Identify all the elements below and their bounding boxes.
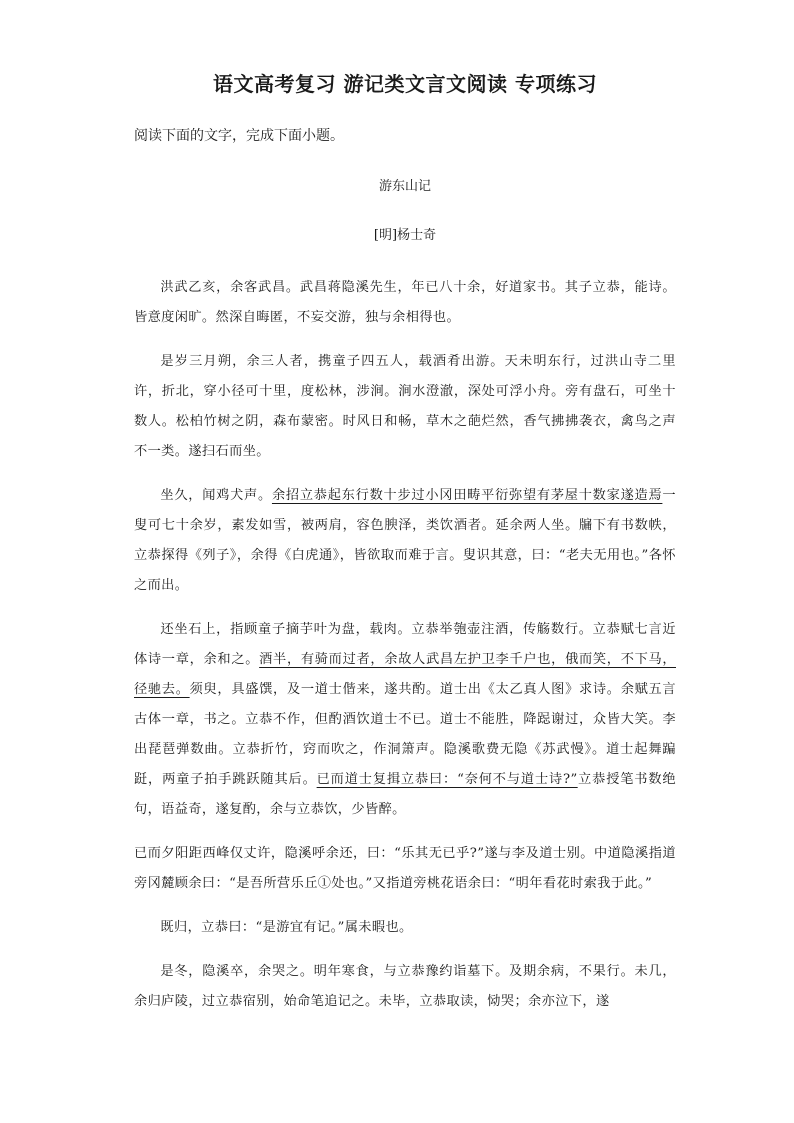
instruction-text: 阅读下面的文字，完成下面小题。 bbox=[134, 128, 344, 144]
essay-paragraph bbox=[134, 481, 676, 601]
essay-body bbox=[134, 273, 676, 1017]
paragraph-text: 还坐石上，指顾童子摘芋叶为盘，载肉。立恭举匏壶注酒，传觞数行。立恭赋七言近体诗一章，余和之。 bbox=[134, 622, 676, 667]
paragraph-text: 坐久，闻鸡犬声。 bbox=[160, 488, 272, 503]
essay-title: 游东山记 bbox=[378, 179, 431, 194]
document-title: 语文高考复习 游记类文言文阅读 专项练习 bbox=[213, 72, 597, 96]
paragraph-text: 是冬，隐溪卒，余哭之。明年寒食，与立恭豫约诣墓下。及期余病，不果行。未几，余归庐陵，过立恭宿别，始命笔追记之。未毕，立恭取读，恸哭；余亦泣下，遂 bbox=[134, 964, 676, 1009]
underlined-sentence: 余招立恭起东行数十步过小冈田畴平衍弥望有茅屋十数家遂造焉 bbox=[271, 488, 663, 503]
essay-paragraph bbox=[134, 913, 676, 943]
essay-paragraph bbox=[134, 273, 676, 333]
underlined-sentence: 已而道士复揖立恭曰：“奈何不与道士诗?” bbox=[316, 772, 578, 787]
essay-paragraph bbox=[134, 615, 676, 825]
essay-author: [明]杨士奇 bbox=[373, 228, 437, 243]
paragraph-text: 一叟可七十余岁，素发如雪，被两肩，容色腴泽，类饮酒者。延余两人坐。牖下有书数帙，立恭探得《列子》，余得《白虎通》，皆欲取而难于言。叟识其意，曰：“老夫无用也。”各怀之而出。 bbox=[134, 488, 676, 593]
essay-paragraph bbox=[134, 957, 676, 1017]
paragraph-text: 立恭授笔书数绝句，语益奇，遂复酌，余与立恭饮，少皆醉。 bbox=[134, 772, 676, 817]
paragraph-text: 须臾，具盛馔，及一道士偕来，遂共酌。道士出《太乙真人图》求诗。余赋五言古体一章，书之。立恭不作，但酌酒饮道士不已。道士不能胜，降跽谢过，众皆大笑。李出琵琶弹数曲。立恭折竹，窍而吹之，作洞箫声。隐溪歌费无隐《苏武慢》。道士起舞蹁跹，两童子拍手跳跃随其后。 bbox=[134, 682, 676, 787]
paragraph-text: 洪武乙亥，余客武昌。武昌蒋隐溪先生，年已八十余，好道家书。其子立恭，能诗。皆意度闲旷。然深自晦匿，不妄交游，独与余相得也。 bbox=[134, 280, 676, 325]
essay-paragraph bbox=[134, 347, 676, 467]
essay-paragraph bbox=[134, 839, 676, 899]
paragraph-text: 已而夕阳距西峰仅丈许，隐溪呼余还，曰：“乐其无已乎?”遂与李及道士别。中道隐溪指道旁冈麓顾余曰：“是吾所营乐丘①处也。”又指道旁桃花语余曰：“明年看花时索我于此。” bbox=[134, 846, 676, 891]
paragraph-text: 是岁三月朔，余三人者，携童子四五人，载酒肴出游。天未明东行，过洪山寺二里许，折北，穿小径可十里，度松林，涉涧。涧水澄澈，深处可浮小舟。旁有盘石，可坐十数人。松柏竹树之阴，森布蒙密。时风日和畅，草木之葩烂然，香气拂拂袭衣，禽鸟之声不一类。遂扫石而坐。 bbox=[134, 354, 676, 459]
paragraph-text: 既归，立恭曰：“是游宜有记。”属未暇也。 bbox=[160, 920, 413, 935]
underlined-sentence: 酒半，有骑而过者，余故人武昌左护卫李千户也，俄而笑，不下马，径驰去。 bbox=[134, 652, 676, 697]
